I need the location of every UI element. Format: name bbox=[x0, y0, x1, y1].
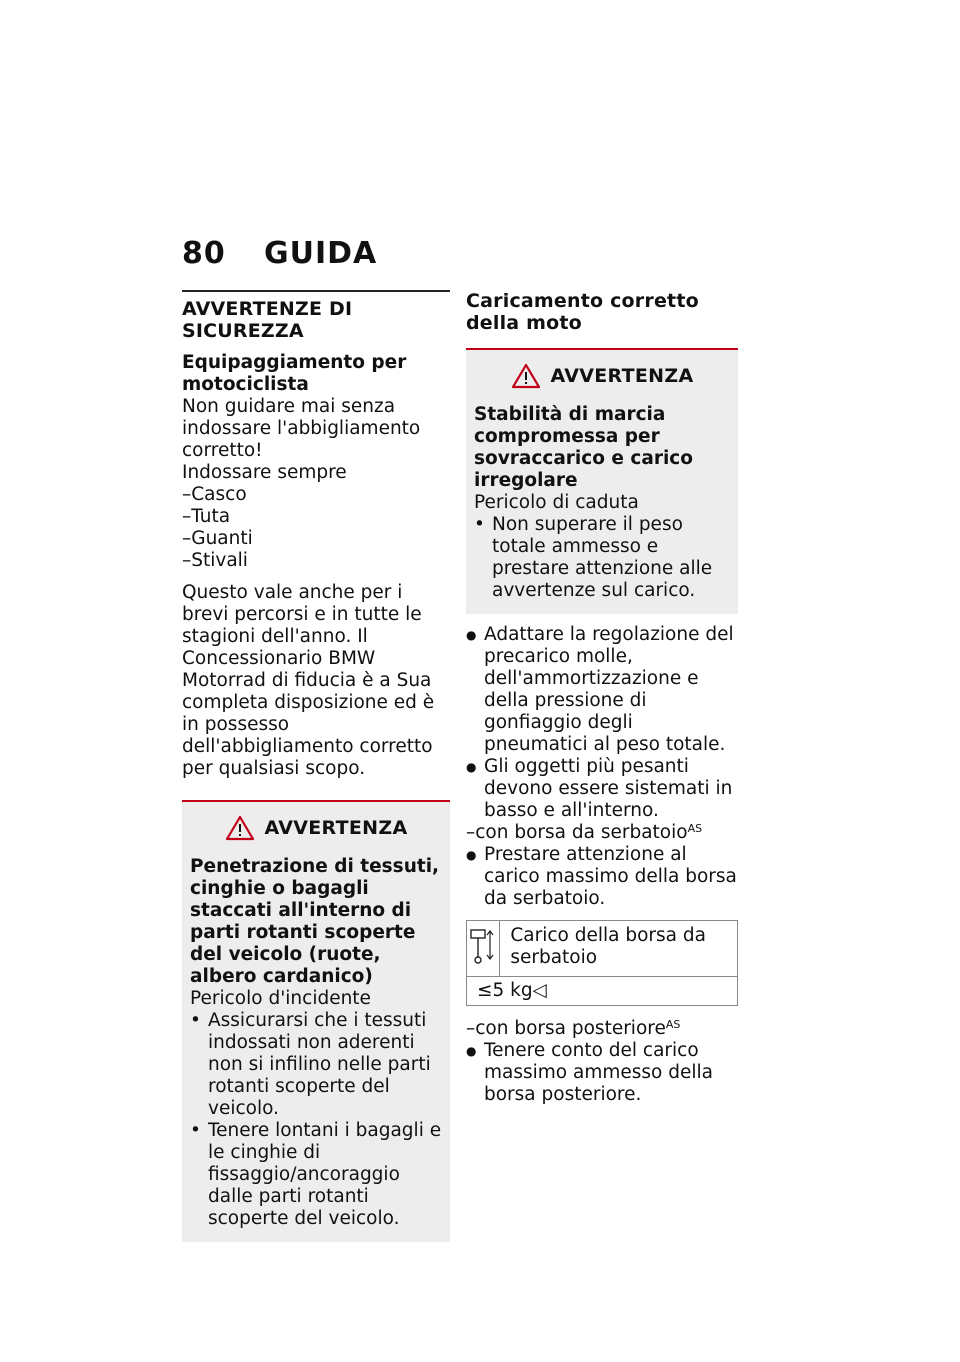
instruction-bullet: ● Gli oggetti più pesanti devono essere sistemati in basso e all'interno. bbox=[466, 756, 738, 822]
equipment-list bbox=[182, 484, 450, 572]
warning-triangle-icon bbox=[225, 815, 255, 841]
instruction-bullet: ● Adattare la regolazione del precarico molle, dell'ammortizzazione e della pressione di gonfiaggio degli pneumatici al peso totale. bbox=[466, 624, 738, 756]
warning-box bbox=[466, 348, 738, 614]
option-superscript: AS bbox=[687, 822, 703, 835]
warning-box bbox=[182, 800, 450, 1242]
page-header bbox=[182, 236, 452, 282]
spec-table bbox=[466, 920, 738, 1006]
condition-rear-bag: –con borsa posteriore$^{AS}$ bbox=[466, 1018, 681, 1039]
spec-icon-cell bbox=[467, 921, 500, 976]
section-title-loading: Caricamento corretto della moto bbox=[466, 290, 699, 334]
list-item: –Guanti bbox=[182, 528, 253, 549]
subtitle-equipment: Equipaggiamento per motociclista bbox=[182, 352, 407, 395]
list-item: –Casco bbox=[182, 484, 247, 505]
spec-table-value: ≤5 kg◁ bbox=[477, 980, 547, 1001]
list-item: –Tuta bbox=[182, 506, 231, 527]
intro-text: Non guidare mai senza indossare l'abbigliamento corretto! bbox=[182, 396, 421, 461]
option-superscript: AS bbox=[665, 1018, 681, 1031]
paragraph-dealer: Questo vale anche per i brevi percorsi e in tutte le stagioni dell'anno. Il Concessionario BMW Motorrad di fiducia è a Sua completa disposizione ed è in possesso dell'abbigliamento corretto per qualsiasi scopo. bbox=[182, 582, 435, 779]
condition-tank-bag: –con borsa da serbatoio$^{AS}$ bbox=[466, 822, 703, 843]
warning-subtitle: Pericolo di caduta bbox=[474, 492, 639, 513]
warning-title: Penetrazione di tessuti, cinghie o bagagli staccati all'interno di parti rotanti scoperte del veicolo (ruote, albero cardanico) bbox=[190, 856, 440, 987]
instruction-bullet: ● Tenere conto del carico massimo ammesso della borsa posteriore. bbox=[466, 1040, 738, 1106]
warning-subtitle: Pericolo d'incidente bbox=[190, 988, 371, 1009]
warning-label: AVVERTENZA bbox=[550, 365, 694, 387]
section-title-safety: AVVERTENZE DI SICUREZZA bbox=[182, 290, 450, 342]
warning-triangle-icon bbox=[511, 363, 541, 389]
spec-table-header-row bbox=[467, 921, 737, 977]
warning-bullet: • Tenere lontani i bagagli e le cinghie di fissaggio/ancoraggio dalle parti rotanti scoperte del veicolo. bbox=[190, 1120, 442, 1230]
warning-bullet: • Non superare il peso totale ammesso e prestare attenzione alle avvertenze sul carico. bbox=[474, 514, 730, 602]
left-column bbox=[182, 290, 450, 1242]
intro-text-2: Indossare sempre bbox=[182, 462, 347, 483]
chapter-title: GUIDA bbox=[264, 236, 378, 271]
warning-bullet: • Assicurarsi che i tessuti indossati non aderenti non si infilino nelle parti rotanti scoperte del veicolo. bbox=[190, 1010, 442, 1120]
weight-load-icon bbox=[468, 927, 498, 965]
page-number: 80 bbox=[182, 236, 226, 271]
list-item: –Stivali bbox=[182, 550, 248, 571]
instruction-bullet: ● Prestare attenzione al carico massimo della borsa da serbatoio. bbox=[466, 844, 738, 910]
warning-label: AVVERTENZA bbox=[264, 817, 408, 839]
warning-header bbox=[190, 814, 442, 842]
spec-table-header: Carico della borsa da serbatoio bbox=[510, 925, 706, 968]
warning-title: Stabilità di marcia compromessa per sovraccarico e carico irregolare bbox=[474, 404, 693, 491]
right-column bbox=[466, 290, 738, 1106]
warning-header bbox=[474, 362, 730, 390]
instruction-list bbox=[466, 624, 738, 910]
